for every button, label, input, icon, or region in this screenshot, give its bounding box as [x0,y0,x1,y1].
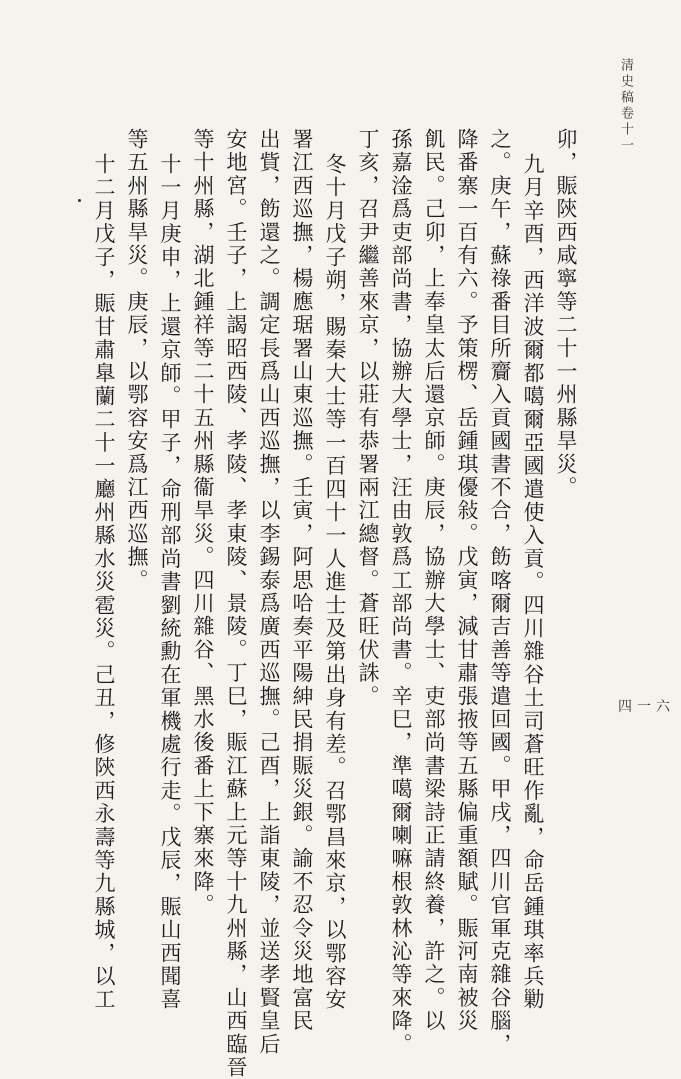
text-column: 安地宮。壬子，上謁昭西陵、孝陵、孝東陵、景陵。丁巳，賑江蘇上元等十九州縣，山西臨晉 [224,128,248,1079]
text-column: 卯，賑陝西咸寧等二十一州縣旱災。 [554,128,578,500]
text-column: 等五州縣旱災。庚辰，以鄂容安爲江西巡撫。 [125,128,149,592]
text-column: 十二月戊子，賑甘肅臯蘭二十一廳州縣水災雹災。己丑，修陝西永壽等九縣城，以工 [92,153,116,1012]
text-column: 署江西巡撫，楊應琚署山東巡撫。壬寅，阿思哈奏平陽紳民捐賑災銀。諭不忍令災地富民 [290,128,314,1033]
text-column: 飢民。己卯，上奉皇太后還京師。庚辰，協辦大學士、吏部尚書梁詩正請終養，許之。以 [422,128,446,1033]
text-column: 出貲，飭還之。調定長爲山西巡撫，以李錫泰爲廣西巡撫。己酉，上詣東陵，並送孝賢皇后 [257,128,281,1056]
ink-speck [78,199,81,202]
text-column: 丁亥，召尹繼善來京，以莊有恭署兩江總督。蒼旺伏誅。 [356,128,380,708]
text-column: 等十州縣，湖北鍾祥等二十五州縣衞旱災。四川雜谷、黑水後番上下寨來降。 [191,128,215,917]
text-column: 降番寨一百有六。予策楞、岳鍾琪優敍。戊寅，減甘肅張掖等五縣偏重額賦。賑河南被災 [455,128,479,1033]
text-column: 冬十月戊子朔，賜秦大士等一百四十一人進士及第出身有差。召鄂昌來京，以鄂容安 [323,153,347,1012]
text-column: 孫嘉淦爲吏部尚書，協辦大學士，汪由敦爲工部尚書。辛巳，準噶爾喇嘛根敦林沁等來降。 [389,128,413,1056]
text-column: 之。庚午，蘇祿番目所齎入貢國書不合，飭喀爾吉善等遣回國。甲戌，四川官軍克雜谷腦， [488,128,512,1056]
running-header: 清史稿卷十一 [618,58,633,154]
page-number: 四一六 [618,699,675,715]
text-column: 九月辛酉，西洋波爾都噶爾亞國遣使入貢。四川雜谷土司蒼旺作亂，命岳鍾琪率兵勦 [521,153,545,1012]
text-column: 十一月庚申，上還京師。甲子，命刑部尚書劉統勳在軍機處行走。戊辰，賑山西聞喜 [158,153,182,1012]
